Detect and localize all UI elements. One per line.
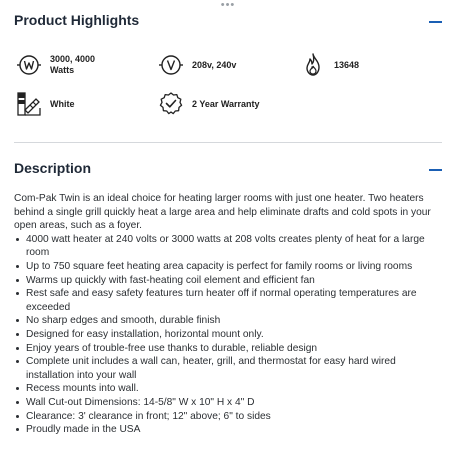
list-item: Wall Cut-out Dimensions: 14-5/8" W x 10" H x 4" D [26, 396, 442, 410]
collapse-description-button[interactable] [429, 169, 442, 171]
highlights-title: Product Highlights [14, 12, 140, 28]
description-body [14, 192, 442, 437]
feature-label: White [50, 98, 75, 109]
feature-voltage [158, 52, 236, 78]
list-item: Enjoy years of trouble-free use thanks to durable, reliable design [26, 342, 442, 356]
highlights-header[interactable] [14, 12, 442, 34]
feature-label: 208v, 240v [192, 59, 237, 70]
description-intro: Com-Pak Twin is an ideal choice for heating larger rooms with just one heater. Two heaters behind a single grill quickly heat a large area and help eliminate drafts and cold spots in your open areas, such as a foyer. [14, 193, 431, 232]
warranty-badge-icon [158, 91, 184, 117]
section-divider [14, 142, 442, 143]
feature-btu [300, 52, 359, 78]
collapse-highlights-button[interactable] [429, 21, 442, 23]
feature-watts [16, 52, 110, 78]
list-item: Rest safe and easy safety features turn heater off if normal operating temperatures are exceeded [26, 287, 442, 314]
voltage-icon [158, 52, 184, 78]
flame-icon [300, 52, 326, 78]
list-item: Recess mounts into wall. [26, 382, 442, 396]
drag-handle[interactable]: ••• [220, 0, 236, 11]
color-swatch-icon [16, 91, 42, 117]
feature-label: 3000, 4000 Watts [50, 54, 96, 75]
watt-icon [16, 52, 42, 78]
list-item: Complete unit includes a wall can, heater, grill, and thermostat for easy hard wired installation into your wall [26, 355, 442, 382]
list-item: 4000 watt heater at 240 volts or 3000 watts at 208 volts creates plenty of heat for a large room [26, 233, 442, 260]
list-item: No sharp edges and smooth, durable finish [26, 314, 442, 328]
description-header[interactable] [14, 160, 442, 182]
description-bullet-list [14, 233, 442, 437]
list-item: Warms up quickly with fast-heating coil element and efficient fan [26, 274, 442, 288]
list-item: Designed for easy installation, horizontal mount only. [26, 328, 442, 342]
feature-label: 2 Year Warranty [192, 98, 260, 109]
feature-color [16, 91, 75, 117]
description-title: Description [14, 160, 92, 176]
feature-warranty [158, 91, 260, 117]
list-item: Up to 750 square feet heating area capacity is perfect for family rooms or living rooms [26, 260, 442, 274]
list-item: Clearance: 3' clearance in front; 12" above; 6" to sides [26, 410, 442, 424]
list-item: Proudly made in the USA [26, 423, 442, 437]
feature-label: 13648 [334, 59, 360, 70]
